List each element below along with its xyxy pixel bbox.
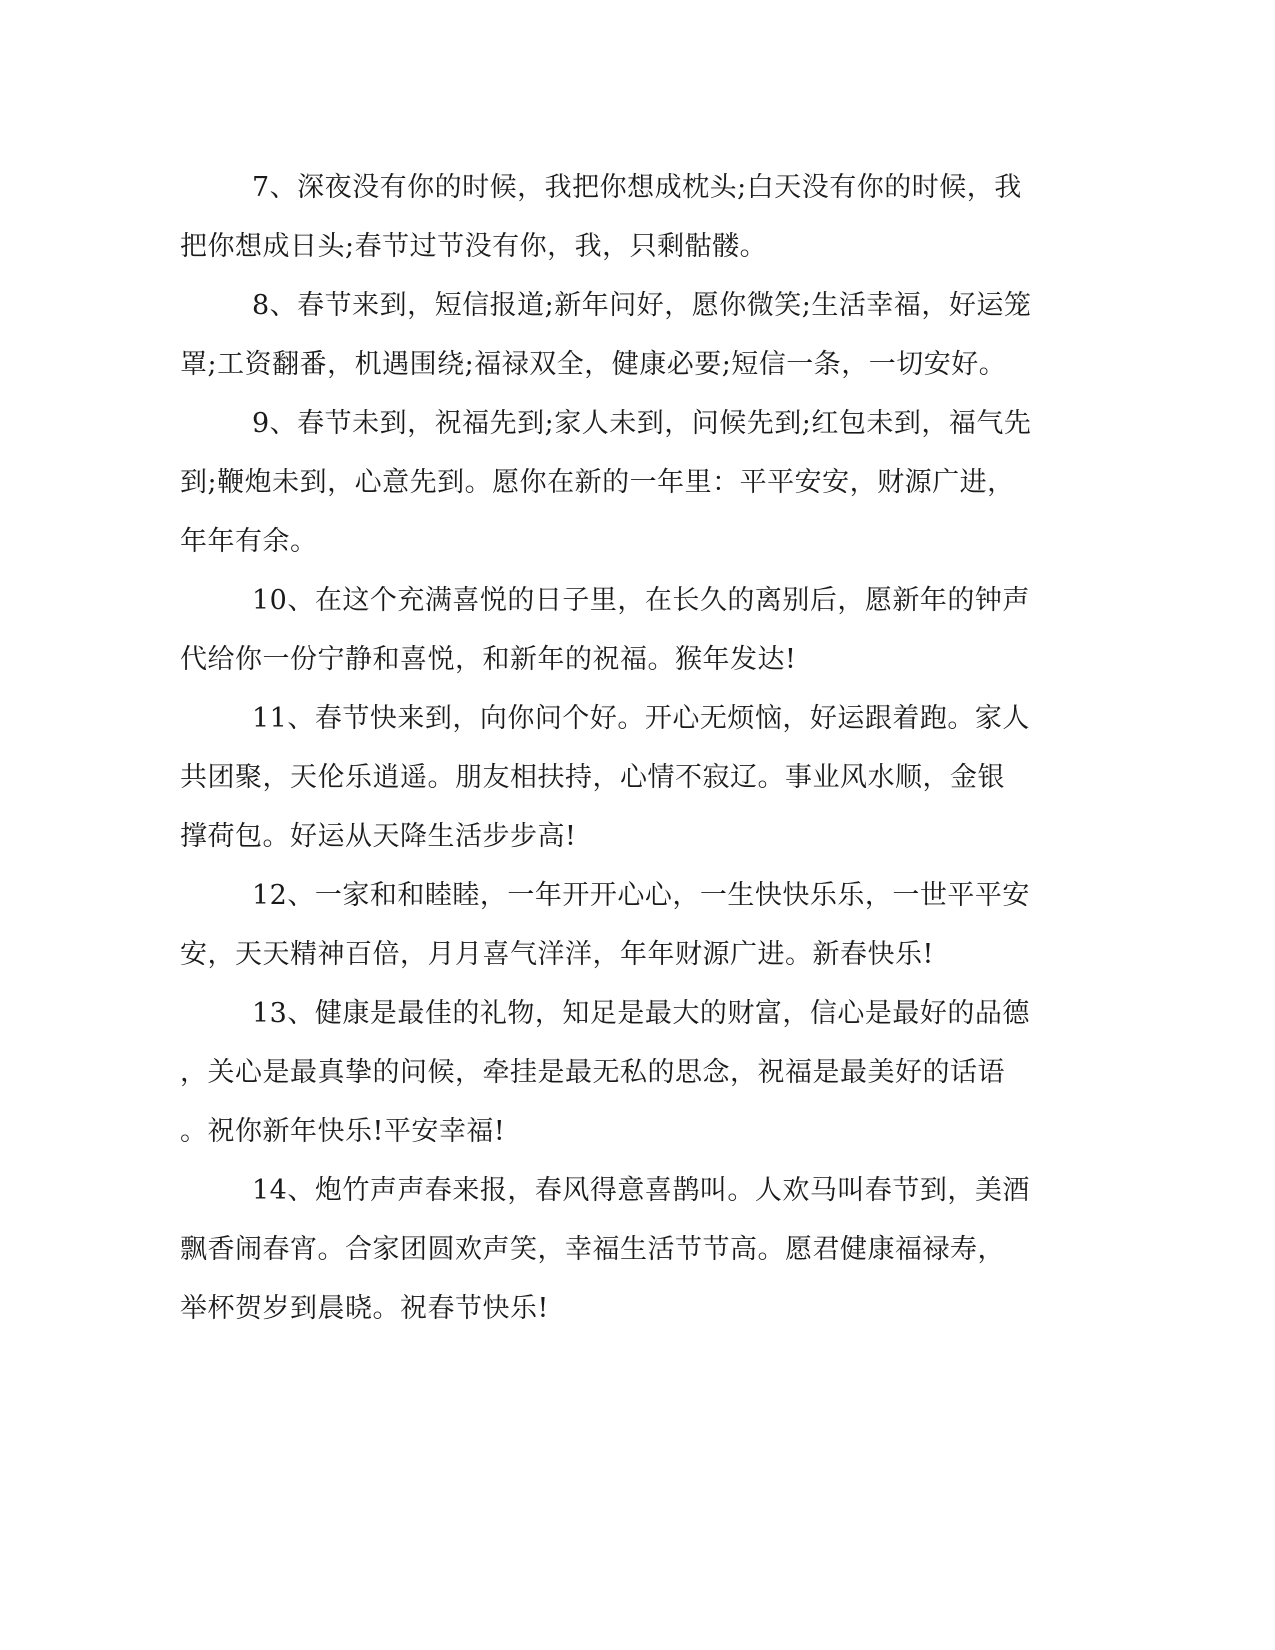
paragraph-9 [180, 394, 1050, 571]
paragraph-line: 9、春节未到，祝福先到;家人未到，问候先到;红包未到，福气先 [252, 408, 1032, 439]
paragraph-line: ，关心是最真挚的问候，牵挂是最无私的思念，祝福是最美好的话语 [180, 1057, 1005, 1088]
paragraph-10 [180, 571, 1050, 689]
paragraph-line: 11、春节快来到，向你问个好。开心无烦恼，好运跟着跑。家人 [252, 703, 1030, 734]
paragraph-11 [180, 689, 1050, 866]
paragraph-line: 罩;工资翻番，机遇围绕;福禄双全，健康必要;短信一条，一切安好。 [180, 349, 1007, 380]
paragraph-line: 。祝你新年快乐!平安幸福! [180, 1116, 506, 1147]
paragraph-12 [180, 866, 1050, 984]
paragraph-line: 7、深夜没有你的时候，我把你想成枕头;白天没有你的时候，我 [252, 172, 1022, 203]
paragraph-line: 8、春节来到，短信报道;新年问好，愿你微笑;生活幸福，好运笼 [252, 290, 1032, 321]
paragraph-14 [180, 1161, 1050, 1338]
paragraph-13 [180, 984, 1050, 1161]
paragraph-8 [180, 276, 1050, 394]
paragraph-line: 14、炮竹声声春来报，春风得意喜鹊叫。人欢马叫春节到，美酒 [252, 1175, 1030, 1206]
paragraph-line: 撑荷包。好运从天降生活步步高! [180, 821, 577, 852]
document-body [180, 158, 1050, 1338]
paragraph-line: 到;鞭炮未到，心意先到。愿你在新的一年里：平平安安，财源广进， [180, 467, 1015, 498]
paragraph-line: 10、在这个充满喜悦的日子里，在长久的离别后，愿新年的钟声 [252, 585, 1030, 616]
paragraph-line: 安，天天精神百倍，月月喜气洋洋，年年财源广进。新春快乐! [180, 939, 934, 970]
paragraph-line: 把你想成日头;春节过节没有你，我，只剩骷髅。 [180, 231, 768, 262]
paragraph-7 [180, 158, 1050, 276]
paragraph-line: 代给你一份宁静和喜悦，和新年的祝福。猴年发达! [180, 644, 797, 675]
paragraph-line: 13、健康是最佳的礼物，知足是最大的财富，信心是最好的品德 [252, 998, 1030, 1029]
paragraph-line: 共团聚，天伦乐逍遥。朋友相扶持，心情不寂辽。事业风水顺，金银 [180, 762, 1005, 793]
paragraph-line: 12、一家和和睦睦，一年开开心心，一生快快乐乐，一世平平安 [252, 880, 1030, 911]
paragraph-line: 年年有余。 [180, 526, 318, 557]
paragraph-line: 举杯贺岁到晨晓。祝春节快乐! [180, 1293, 549, 1324]
paragraph-line: 飘香闹春宵。合家团圆欢声笑，幸福生活节节高。愿君健康福禄寿， [180, 1234, 1005, 1265]
